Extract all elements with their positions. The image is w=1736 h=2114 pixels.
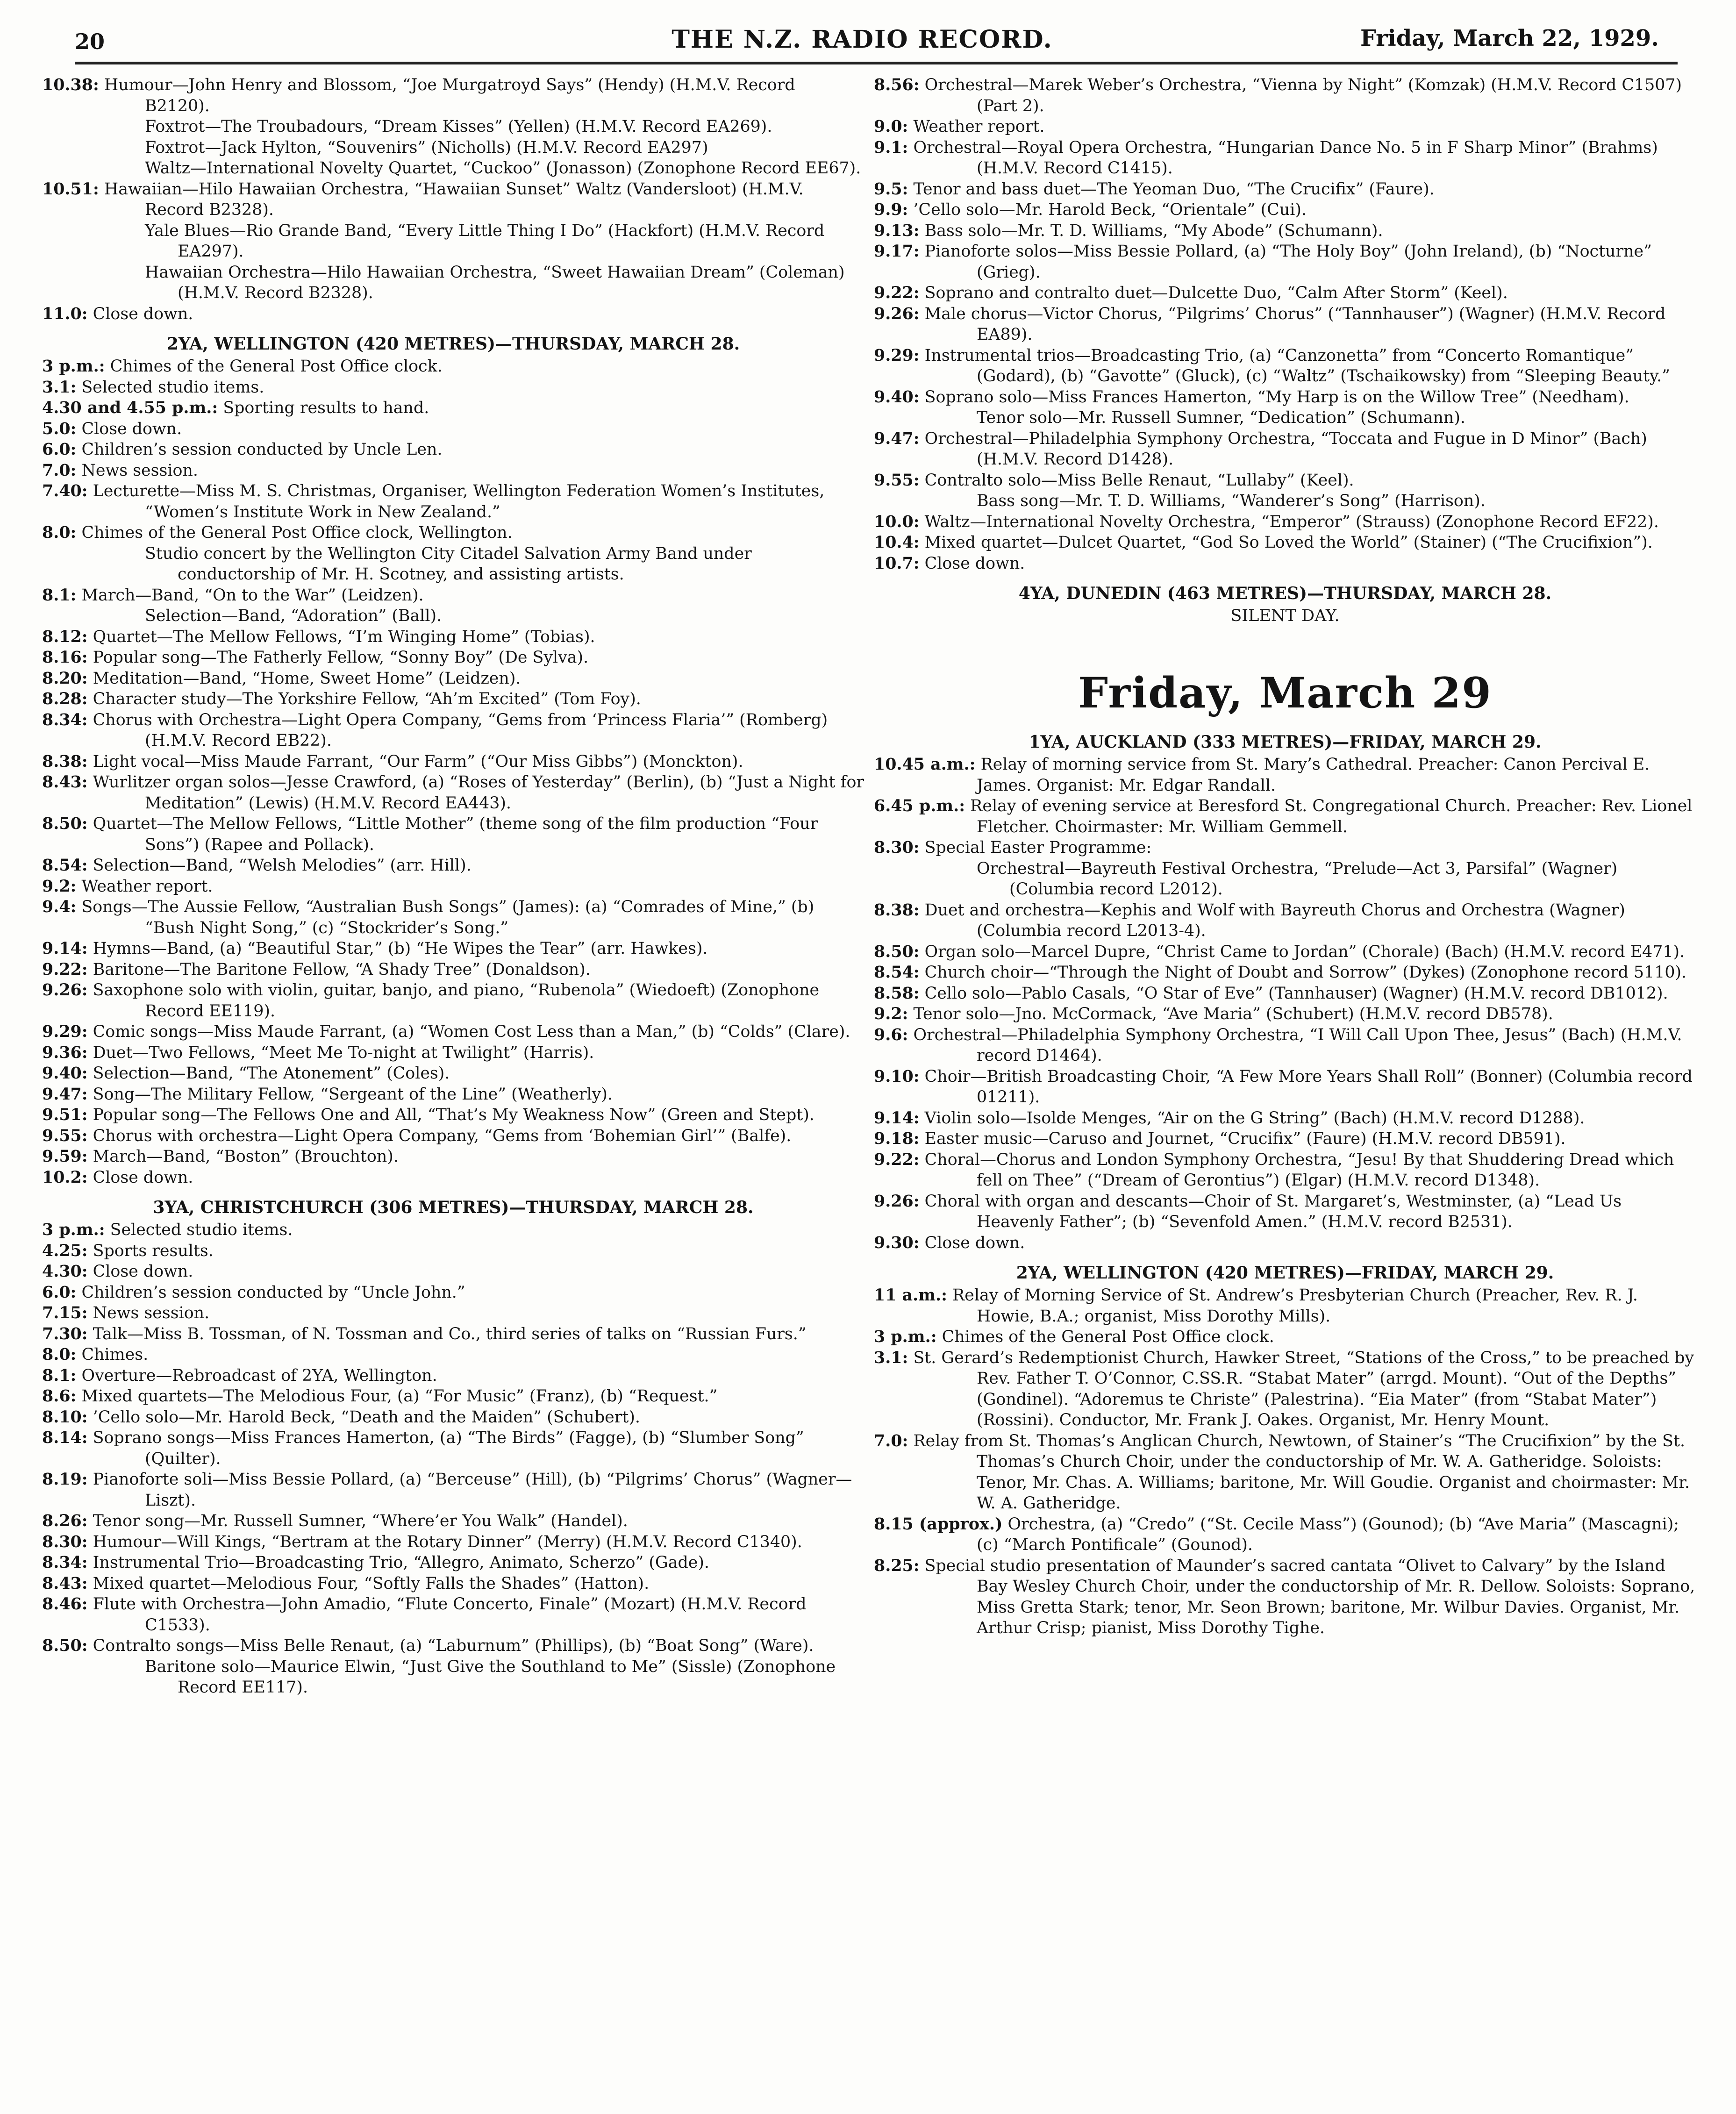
programme-time: 9.18:	[874, 1129, 920, 1148]
programme-description: Wurlitzer organ solos—Jesse Crawford, (a) “Roses of Yesterday” (Berlin), (b) “Just a Night for Meditation” (Lewis) (H.M.V. Record EA443).	[93, 773, 864, 813]
programme-time: 9.14:	[42, 939, 88, 958]
programme-item	[42, 1282, 864, 1303]
programme-description: Orchestral—Marek Weber’s Orchestra, “Vienna by Night” (Komzak) (H.M.V. Record C1507) (Part 2).	[924, 76, 1682, 115]
programme-item-continued: Selection—Band, “Adoration” (Ball).	[145, 607, 442, 625]
programme-time: 8.25:	[874, 1556, 920, 1575]
programme-time: 3.1:	[42, 377, 77, 397]
programme-time: 9.5:	[874, 179, 908, 199]
programme-time: 9.40:	[42, 1064, 88, 1083]
programme-time: 8.38:	[42, 751, 88, 771]
programme-time: 9.40:	[874, 387, 920, 407]
programme-description: Instrumental trios—Broadcasting Trio, (a) “Canzonetta” from “Concerto Romantique” (Godard), (b) “Gavotte” (Gluck), (c) “Waltz” (Tschaikowsky) from “Sleeping Beauty.”	[924, 346, 1670, 386]
programme-item	[42, 356, 864, 377]
programme-description: Chimes of the General Post Office clock.	[110, 357, 443, 376]
programme-time: 9.2:	[874, 1004, 908, 1023]
programme-description: News session.	[81, 461, 198, 480]
programme-item	[42, 980, 864, 1021]
programme-time: 8.43:	[42, 1573, 88, 1593]
programme-item	[874, 304, 1696, 345]
programme-item	[874, 512, 1696, 533]
programme-description: Duet—Two Fellows, “Meet Me To-night at Twilight” (Harris).	[93, 1043, 594, 1062]
programme-time: 9.51:	[42, 1105, 88, 1124]
programme-description: Sporting results to hand.	[223, 399, 429, 417]
programme-item	[42, 1167, 864, 1188]
programme-time: 8.1:	[42, 585, 77, 605]
programme-item	[42, 439, 864, 460]
programme-description: Quartet—The Mellow Fellows, “Little Mother” (theme song of the film production “Four Sons”) (Rapee and Pollack).	[93, 814, 818, 854]
programme-item	[42, 772, 864, 814]
programme-time: 9.2:	[42, 876, 77, 896]
programme-item	[42, 1407, 864, 1428]
programme-time: 6.0:	[42, 1282, 77, 1302]
programme-description: Orchestral—Philadelphia Symphony Orchestra, “I Will Call Upon Thee, Jesus” (Bach) (H.M.V. record D1464).	[913, 1025, 1682, 1065]
programme-time: 8.50:	[874, 942, 920, 961]
programme-item	[42, 1635, 864, 1657]
programme-description: Orchestral—Royal Opera Orchestra, “Hungarian Dance No. 5 in F Sharp Minor” (Brahms) (H.M.V. Record C1415).	[913, 138, 1658, 178]
programme-description: Tenor solo—Jno. McCormack, “Ave Maria” (Schubert) (H.M.V. record DB578).	[913, 1005, 1553, 1023]
programme-item	[42, 1573, 864, 1594]
programme-description: Flute with Orchestra—John Amadio, “Flute Concerto, Finale” (Mozart) (H.M.V. Record C1533).	[93, 1595, 807, 1635]
programme-description: ’Cello solo—Mr. Harold Beck, “Death and the Maiden” (Schubert).	[93, 1407, 640, 1427]
right-column	[874, 75, 1696, 1639]
programme-item-continued: Foxtrot—The Troubadours, “Dream Kisses” (Yellen) (H.M.V. Record EA269).	[145, 117, 772, 136]
programme-item-continued: Baritone solo—Maurice Elwin, “Just Give the Southland to Me” (Sissle) (Zonophone Record EE117).	[145, 1657, 836, 1697]
programme-description: Male chorus—Victor Chorus, “Pilgrims’ Chorus” (“Tannhauser”) (Wagner) (H.M.V. Record EA89).	[924, 304, 1666, 344]
programme-description: Hymns—Band, (a) “Beautiful Star,” (b) “He Wipes the Tear” (arr. Hawkes).	[93, 939, 708, 958]
programme-description: Children’s session conducted by “Uncle John.”	[81, 1283, 465, 1302]
programme-description: Relay of morning service from St. Mary’s Cathedral. Preacher: Canon Percival E. James. Organist: Mr. Edgar Randall.	[977, 755, 1650, 795]
programme-description: Close down.	[93, 304, 193, 323]
programme-item	[874, 283, 1696, 304]
programme-item-continued: Tenor solo—Mr. Russell Sumner, “Dedication” (Schumann).	[977, 408, 1465, 427]
programme-item	[42, 627, 864, 648]
programme-time: 8.38:	[874, 900, 920, 920]
programme-time: 8.56:	[874, 75, 920, 94]
programme-time: 8.19:	[42, 1470, 88, 1489]
programme-item	[874, 221, 1696, 242]
programme-time: 8.46:	[42, 1594, 88, 1614]
programme-item	[42, 585, 864, 606]
programme-description: Violin solo—Isolde Menges, “Air on the G String” (Bach) (H.M.V. record D1288).	[924, 1108, 1585, 1128]
programme-item	[42, 897, 864, 938]
programme-item	[42, 179, 864, 221]
programme-description: Sports results.	[93, 1241, 214, 1260]
programme-description: Talk—Miss B. Tossman, of N. Tossman and Co., third series of talks on “Russian Furs.”	[93, 1324, 807, 1343]
programme-item	[42, 938, 864, 959]
programme-description: Soprano and contralto duet—Dulcette Duo, “Calm After Storm” (Keel).	[924, 284, 1508, 302]
programme-time: 3.1:	[874, 1348, 908, 1367]
station-heading: 2YA, WELLINGTON (420 METRES)—FRIDAY, MARCH 29.	[1016, 1263, 1554, 1283]
programme-item	[42, 1220, 864, 1241]
programme-item	[874, 1327, 1696, 1348]
programme-item	[874, 1004, 1696, 1025]
programme-item	[874, 429, 1696, 470]
programme-time: 10.0:	[874, 512, 920, 531]
programme-description: Organ solo—Marcel Dupre, “Christ Came to Jordan” (Chorale) (Bach) (H.M.V. record E471).	[924, 942, 1685, 961]
station-heading: 3YA, CHRISTCHURCH (306 METRES)—THURSDAY, MARCH 28.	[153, 1198, 754, 1217]
programme-description: Close down.	[81, 419, 182, 438]
station-heading: 1YA, AUCKLAND (333 METRES)—FRIDAY, MARCH 29.	[1029, 732, 1542, 752]
programme-description: Soprano songs—Miss Frances Hamerton, (a) “The Birds” (Fagge), (b) “Slumber Song” (Quilter).	[93, 1428, 804, 1468]
station-heading: 4YA, DUNEDIN (463 METRES)—THURSDAY, MARCH 28.	[1018, 584, 1552, 603]
programme-time: 9.22:	[874, 1150, 920, 1169]
programme-item	[874, 837, 1696, 858]
programme-item	[874, 942, 1696, 963]
day-heading: Friday, March 29	[1078, 668, 1492, 718]
programme-description: News session.	[93, 1304, 210, 1322]
programme-description: Weather report.	[81, 877, 213, 896]
programme-time: 9.55:	[874, 470, 920, 490]
programme-description: Saxophone solo with violin, guitar, banjo, and piano, “Rubenola” (Wiedoeft) (Zonophone Record EE119).	[93, 981, 820, 1021]
programme-item	[42, 1084, 864, 1105]
programme-time: 8.34:	[42, 1553, 88, 1572]
programme-item	[42, 1126, 864, 1147]
programme-description: Children’s session conducted by Uncle Len.	[81, 440, 443, 459]
programme-description: Church choir—“Through the Night of Doubt and Sorrow” (Dykes) (Zonophone record 5110).	[924, 963, 1687, 982]
programme-item	[874, 137, 1696, 179]
programme-item	[42, 668, 864, 689]
programme-description: Pianoforte solos—Miss Bessie Pollard, (a) “The Holy Boy” (John Ireland), (b) “Nocturne” (Grieg).	[924, 242, 1652, 282]
programme-time: 9.55:	[42, 1126, 88, 1145]
programme-time: 9.26:	[42, 980, 88, 1000]
programme-item-continued: Waltz—International Novelty Quartet, “Cuckoo” (Jonasson) (Zonophone Record EE67).	[145, 159, 861, 178]
programme-time: 9.59:	[42, 1147, 88, 1166]
programme-description: Instrumental Trio—Broadcasting Trio, “Allegro, Animato, Scherzo” (Gade).	[93, 1553, 709, 1572]
programme-item-continued: Orchestral—Bayreuth Festival Orchestra, “Prelude—Act 3, Parsifal” (Wagner) (Columbia record L2012).	[977, 859, 1618, 899]
programme-description: Special Easter Programme:	[924, 838, 1152, 857]
programme-item	[874, 1233, 1696, 1254]
programme-item	[874, 470, 1696, 491]
programme-description: Chorus with orchestra—Light Opera Company, “Gems from ‘Bohemian Girl’” (Balfe).	[93, 1126, 792, 1145]
programme-time: 7.0:	[874, 1431, 908, 1450]
programme-description: Special studio presentation of Maunder’s sacred cantata “Olivet to Calvary” by the Island Bay Wesley Church Choir, under the conductorship of Mr. R. Dellow. Soloists: Soprano, Miss Gretta Stark; tenor, Mr. Seon Brown; baritone, Mr. Wilbur Davies. Organist, Mr. Arthur Crisp; pianist, Miss Dorothy Tighe.	[924, 1556, 1695, 1637]
programme-time: 7.30:	[42, 1324, 88, 1343]
programme-item	[42, 377, 864, 398]
programme-time: 3 p.m.:	[42, 357, 105, 376]
programme-description: Selection—Band, “The Atonement” (Coles).	[93, 1064, 450, 1083]
programme-description: Weather report.	[913, 117, 1045, 136]
programme-item	[874, 179, 1696, 200]
programme-time: 8.12:	[42, 627, 88, 646]
programme-description: Chimes of the General Post Office clock.	[942, 1328, 1274, 1346]
header-rule	[75, 62, 1678, 64]
programme-item	[874, 983, 1696, 1004]
programme-description: Character study—The Yorkshire Fellow, “Ah’m Excited” (Tom Foy).	[93, 690, 641, 708]
programme-time: 8.54:	[874, 963, 920, 982]
programme-item	[874, 1025, 1696, 1066]
programme-description: Orchestra, (a) “Credo” (“St. Cecile Mass”) (Gounod); (b) “Ave Maria” (Mascagni); (c) “March Pontificale” (Gounod).	[977, 1514, 1679, 1554]
programme-item	[874, 962, 1696, 983]
programme-item	[874, 1556, 1696, 1639]
programme-item	[42, 398, 864, 419]
programme-item	[874, 1108, 1696, 1129]
programme-time: 8.14:	[42, 1428, 88, 1447]
programme-description: Lecturette—Miss M. S. Christmas, Organiser, Wellington Federation Women’s Institutes, “Women’s Institute Work in New Zealand.”	[93, 482, 825, 521]
programme-item	[874, 796, 1696, 837]
programme-description: Mixed quartet—Melodious Four, “Softly Falls the Shades” (Hatton).	[93, 1574, 650, 1593]
programme-time: 9.22:	[42, 959, 88, 979]
programme-time: 9.6:	[874, 1025, 908, 1044]
programme-time: 8.16:	[42, 648, 88, 667]
programme-item	[42, 419, 864, 440]
programme-time: 9.13:	[874, 221, 920, 240]
programme-description: Relay of Morning Service of St. Andrew’s Presbyterian Church (Preacher, Rev. R. J. Howie, B.A.; organist, Miss Dorothy Mills).	[952, 1286, 1638, 1326]
programme-time: 8.26:	[42, 1511, 88, 1530]
programme-time: 8.54:	[42, 856, 88, 875]
programme-item	[874, 1191, 1696, 1233]
programme-item	[42, 481, 864, 522]
programme-time: 6.0:	[42, 440, 77, 459]
programme-description: Popular song—The Fellows One and All, “That’s My Weakness Now” (Green and Stept).	[93, 1106, 814, 1124]
programme-item	[42, 1324, 864, 1345]
programme-item	[874, 241, 1696, 283]
programme-item	[874, 1431, 1696, 1514]
programme-time: 8.50:	[42, 814, 88, 833]
programme-description: Easter music—Caruso and Journet, “Crucifix” (Faure) (H.M.V. record DB591).	[924, 1129, 1566, 1148]
day-note: SILENT DAY.	[1230, 607, 1340, 625]
programme-item	[42, 1303, 864, 1324]
programme-time: 3 p.m.:	[42, 1220, 105, 1239]
programme-time: 8.20:	[42, 668, 88, 688]
programme-item-continued: Yale Blues—Rio Grande Band, “Every Little Thing I Do” (Hackfort) (H.M.V. Record EA297).	[145, 221, 825, 261]
programme-time: 8.58:	[874, 983, 920, 1003]
programme-time: 8.1:	[42, 1365, 77, 1385]
programme-item-continued: Foxtrot—Jack Hylton, “Souvenirs” (Nicholls) (H.M.V. Record EA297)	[145, 138, 708, 157]
programme-description: Close down.	[924, 554, 1025, 573]
programme-description: Chimes.	[81, 1345, 149, 1364]
page-header	[47, 19, 1678, 56]
programme-item	[42, 1241, 864, 1262]
programme-item	[42, 959, 864, 980]
programme-description: Close down.	[93, 1168, 193, 1187]
programme-time: 8.30:	[42, 1532, 88, 1551]
left-column	[42, 75, 864, 1698]
programme-time: 11.0:	[42, 304, 88, 323]
issue-date: Friday, March 22, 1929.	[1360, 25, 1659, 51]
programme-time: 9.4:	[42, 897, 77, 916]
programme-time: 7.15:	[42, 1303, 88, 1322]
programme-time: 9.29:	[42, 1022, 88, 1041]
programme-time: 8.34:	[42, 710, 88, 729]
programme-item	[42, 460, 864, 481]
programme-time: 10.45 a.m.:	[874, 755, 976, 774]
programme-time: 10.51:	[42, 179, 99, 199]
programme-time: 3 p.m.:	[874, 1327, 937, 1346]
programme-description: Baritone—The Baritone Fellow, “A Shady Tree” (Donaldson).	[93, 960, 591, 979]
programme-item	[42, 876, 864, 897]
programme-item	[874, 1128, 1696, 1150]
programme-description: Overture—Rebroadcast of 2YA, Wellington.	[81, 1366, 437, 1385]
programme-description: March—Band, “Boston” (Brouchton).	[93, 1147, 399, 1166]
programme-time: 9.26:	[874, 1191, 920, 1211]
programme-item-continued: Hawaiian Orchestra—Hilo Hawaiian Orchestra, “Sweet Hawaiian Dream” (Coleman) (H.M.V. Record B2328).	[145, 263, 845, 302]
programme-item	[42, 1594, 864, 1635]
programme-description: Orchestral—Philadelphia Symphony Orchestra, “Toccata and Fugue in D Minor” (Bach) (H.M.V. Record D1428).	[924, 429, 1647, 469]
programme-description: Comic songs—Miss Maude Farrant, (a) “Women Cost Less than a Man,” (b) “Colds” (Clare).	[93, 1022, 850, 1041]
programme-time: 4.30:	[42, 1262, 88, 1281]
programme-description: Meditation—Band, “Home, Sweet Home” (Leidzen).	[93, 669, 521, 688]
programme-description: Mixed quartets—The Melodious Four, (a) “For Music” (Franz), (b) “Request.”	[81, 1387, 718, 1406]
programme-description: Close down.	[93, 1262, 193, 1281]
programme-time: 8.50:	[42, 1636, 88, 1655]
programme-item	[42, 710, 864, 751]
programme-item	[42, 1511, 864, 1532]
programme-time: 9.22:	[874, 283, 920, 302]
programme-description: Close down.	[924, 1233, 1025, 1252]
programme-item	[874, 1348, 1696, 1431]
programme-description: Choral with organ and descants—Choir of St. Margaret’s, Westminster, (a) “Lead Us Heavenly Father”; (b) “Sevenfold Amen.” (H.M.V. record B2531).	[924, 1192, 1622, 1231]
programme-description: Contralto solo—Miss Belle Renaut, “Lullaby” (Keel).	[924, 471, 1354, 490]
programme-time: 8.0:	[42, 523, 77, 542]
programme-description: Tenor and bass duet—The Yeoman Duo, “The Crucifix” (Faure).	[913, 179, 1435, 199]
programme-item	[42, 1552, 864, 1573]
programme-item	[42, 1105, 864, 1126]
programme-time: 7.0:	[42, 460, 77, 480]
programme-description: Choral—Chorus and London Symphony Orchestra, “Jesu! By that Shuddering Dread which fell on Thee” (“Dream of Gerontius”) (Elgar) (H.M.V. record D1348).	[924, 1150, 1674, 1190]
programme-description: Relay from St. Thomas’s Anglican Church, Newtown, of Stainer’s “The Crucifixion” by the St. Thomas’s Church Choir, under the conductorship of Mr. W. A. Gatheridge. Soloists: Tenor, Mr. Chas. A. Williams; baritone, Mr. Will Goudie. Organist and choirmaster: Mr. W. A. Gatheridge.	[913, 1431, 1690, 1513]
programme-description: Hawaiian—Hilo Hawaiian Orchestra, “Hawaiian Sunset” Waltz (Vandersloot) (H.M.V. Record B2328).	[104, 179, 804, 219]
programme-description: Soprano solo—Miss Frances Hamerton, “My Harp is on the Willow Tree” (Needham).	[924, 387, 1629, 407]
programme-time: 6.45 p.m.:	[874, 796, 965, 815]
programme-description: Chimes of the General Post Office clock, Wellington.	[81, 523, 513, 542]
programme-item	[42, 1344, 864, 1365]
programme-item	[874, 900, 1696, 942]
programme-item	[874, 345, 1696, 387]
programme-time: 8.43:	[42, 772, 88, 792]
programme-time: 10.2:	[42, 1167, 88, 1187]
programme-description: Quartet—The Mellow Fellows, “I’m Winging Home” (Tobias).	[93, 627, 595, 646]
programme-time: 8.15 (approx.)	[874, 1514, 1003, 1534]
programme-description: St. Gerard’s Redemptionist Church, Hawker Street, “Stations of the Cross,” to be preached by Rev. Father T. O’Connor, C.SS.R. “Stabat Mater” (arrgd. Mount). “Out of the Depths” (Gondinel). “Adoremus te Christe” (Palestrina). “Eia Mater” (from “Stabat Mater”) (Rossini). Conductor, Mr. Frank J. Oakes. Organist, Mr. Henry Mount.	[913, 1348, 1694, 1429]
publication-title: THE N.Z. RADIO RECORD.	[672, 25, 1053, 54]
programme-time: 9.1:	[874, 137, 908, 157]
programme-description: Tenor song—Mr. Russell Sumner, “Where’er You Walk” (Handel).	[93, 1512, 628, 1530]
programme-item	[42, 1146, 864, 1167]
programme-description: ’Cello solo—Mr. Harold Beck, “Orientale” (Cui).	[913, 200, 1307, 219]
programme-time: 8.30:	[874, 838, 920, 857]
programme-time: 9.30:	[874, 1233, 920, 1252]
programme-time: 9.14:	[874, 1108, 920, 1128]
programme-item	[874, 387, 1696, 408]
programme-time: 9.47:	[874, 429, 920, 448]
programme-item	[42, 814, 864, 855]
programme-description: Chorus with Orchestra—Light Opera Company, “Gems from ‘Princess Flaria’” (Romberg) (H.M.V. Record EB22).	[93, 710, 828, 750]
programme-time: 7.40:	[42, 481, 88, 500]
programme-item	[42, 1428, 864, 1469]
programme-item	[42, 1365, 864, 1386]
programme-description: Contralto songs—Miss Belle Renaut, (a) “Laburnum” (Phillips), (b) “Boat Song” (Ware).	[93, 1636, 814, 1655]
programme-item	[42, 1386, 864, 1407]
programme-item	[42, 647, 864, 668]
programme-time: 4.25:	[42, 1241, 88, 1260]
programme-time: 8.28:	[42, 689, 88, 708]
programme-time: 9.10:	[874, 1066, 920, 1086]
programme-item	[42, 1469, 864, 1511]
programme-description: Light vocal—Miss Maude Farrant, “Our Farm” (“Our Miss Gibbs”) (Monckton).	[93, 752, 743, 771]
programme-description: Cello solo—Pablo Casals, “O Star of Eve” (Tannhauser) (Wagner) (H.M.V. record DB1012).	[924, 984, 1668, 1003]
programme-item	[42, 1261, 864, 1282]
programme-item	[42, 1021, 864, 1043]
programme-item	[42, 522, 864, 543]
programme-item	[42, 855, 864, 876]
programme-description: Selected studio items.	[81, 378, 264, 397]
programme-time: 8.10:	[42, 1407, 88, 1427]
programme-item	[874, 75, 1696, 116]
programme-item	[874, 532, 1696, 553]
programme-item	[874, 1150, 1696, 1191]
programme-time: 9.29:	[874, 345, 920, 365]
programme-description: Waltz—International Novelty Orchestra, “Emperor” (Strauss) (Zonophone Record EF22).	[924, 512, 1659, 531]
programme-time: 9.0:	[874, 117, 908, 136]
programme-time: 10.7:	[874, 553, 920, 573]
programme-description: Songs—The Aussie Fellow, “Australian Bush Songs” (James): (a) “Comrades of Mine,” (b) “Bush Night Song,” (c) “Stockrider’s Song.”	[81, 898, 814, 937]
page-number: 20	[75, 29, 105, 54]
programme-time: 11 a.m.:	[874, 1286, 947, 1305]
programme-time: 9.47:	[42, 1084, 88, 1104]
programme-item	[42, 75, 864, 116]
programme-description: Bass solo—Mr. T. D. Williams, “My Abode” (Schumann).	[924, 221, 1383, 240]
programme-time: 9.26:	[874, 304, 920, 323]
programme-description: Popular song—The Fatherly Fellow, “Sonny Boy” (De Sylva).	[93, 648, 589, 667]
programme-description: Mixed quartet—Dulcet Quartet, “God So Loved the World” (Stainer) (“The Crucifixion”).	[924, 533, 1653, 552]
programme-item	[874, 1285, 1696, 1327]
programme-time: 9.36:	[42, 1043, 88, 1062]
programme-item	[42, 1532, 864, 1553]
programme-item	[42, 751, 864, 772]
programme-time: 9.9:	[874, 200, 908, 219]
programme-item	[42, 304, 864, 325]
programme-time: 5.0:	[42, 419, 77, 438]
programme-description: Selection—Band, “Welsh Melodies” (arr. Hill).	[93, 856, 472, 875]
programme-item-continued: Bass song—Mr. T. D. Williams, “Wanderer’s Song” (Harrison).	[977, 492, 1486, 510]
programme-description: Humour—John Henry and Blossom, “Joe Murgatroyd Says” (Hendy) (H.M.V. Record B2120).	[104, 76, 795, 115]
programme-time: 10.38:	[42, 75, 99, 94]
programme-item-continued: Studio concert by the Wellington City Citadel Salvation Army Band under conductorship of Mr. H. Scotney, and assisting artists.	[145, 544, 752, 584]
programme-item	[42, 1043, 864, 1064]
programme-time: 9.17:	[874, 242, 920, 261]
programme-description: Relay of evening service at Beresford St. Congregational Church. Preacher: Rev. Lionel Fletcher. Choirmaster: Mr. William Gemmell.	[970, 797, 1693, 836]
programme-description: Duet and orchestra—Kephis and Wolf with Bayreuth Chorus and Orchestra (Wagner) (Columbia record L2013-4).	[924, 900, 1625, 940]
programme-item	[42, 1063, 864, 1084]
programme-time: 4.30 and 4.55 p.m.:	[42, 398, 218, 417]
programme-description: Selected studio items.	[110, 1221, 293, 1239]
programme-time: 8.6:	[42, 1386, 77, 1406]
programme-item	[874, 553, 1696, 574]
programme-description: Song—The Military Fellow, “Sergeant of the Line” (Weatherly).	[93, 1085, 613, 1104]
programme-time: 8.0:	[42, 1345, 77, 1364]
programme-item	[874, 1514, 1696, 1556]
programme-item	[42, 689, 864, 710]
programme-item	[874, 116, 1696, 137]
station-heading: 2YA, WELLINGTON (420 METRES)—THURSDAY, MARCH 28.	[166, 334, 740, 354]
programme-time: 10.4:	[874, 533, 920, 552]
programme-item	[874, 754, 1696, 796]
programme-description: Pianoforte soli—Miss Bessie Pollard, (a) “Berceuse” (Hill), (b) “Pilgrims’ Chorus” (Wagner—Liszt).	[93, 1470, 852, 1510]
programme-item	[874, 200, 1696, 221]
programme-description: March—Band, “On to the War” (Leidzen).	[81, 586, 424, 605]
programme-description: Choir—British Broadcasting Choir, “A Few More Years Shall Roll” (Bonner) (Columbia record 01211).	[924, 1067, 1693, 1107]
programme-item	[874, 1066, 1696, 1108]
programme-description: Humour—Will Kings, “Bertram at the Rotary Dinner” (Merry) (H.M.V. Record C1340).	[93, 1532, 802, 1551]
